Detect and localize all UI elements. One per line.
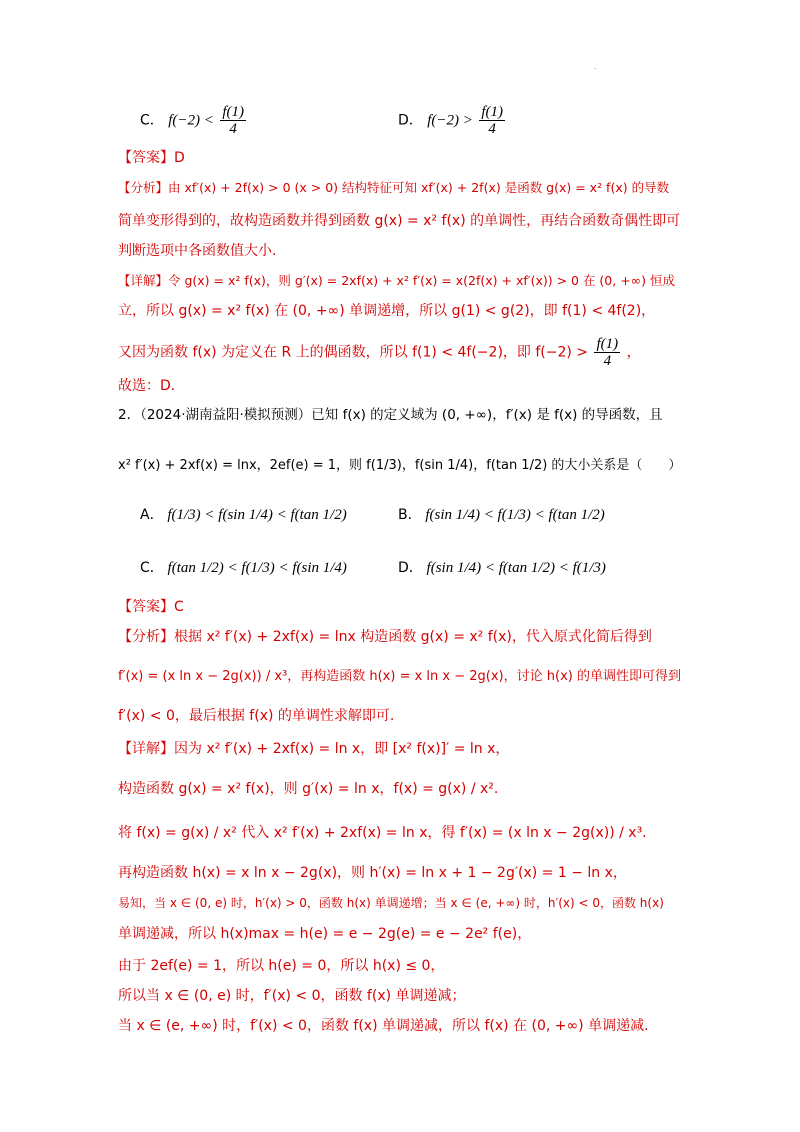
q2-detail-line-7: 由于 2ef(e) = 1，所以 h(e) = 0，所以 h(x) ≤ 0， bbox=[118, 958, 445, 974]
q1-option-d-den: 4 bbox=[488, 121, 496, 137]
q2-detail-line-9: 当 x ∈ (e, +∞) 时，f′(x) < 0，函数 f(x) 单调递减，所以 f(x) 在 (0, +∞) 单调递减. bbox=[118, 1018, 649, 1034]
q1-option-c bbox=[140, 104, 248, 137]
q2-option-d bbox=[398, 557, 606, 577]
q1-detail-line-3 bbox=[118, 336, 682, 369]
q2-option-a-label: A． bbox=[140, 507, 164, 523]
q2-detail-line-4: 再构造函数 h(x) = x ln x − 2g(x)，则 h′(x) = ln x + 1 − 2g′(x) = 1 − ln x， bbox=[118, 865, 627, 881]
q2-detail-line-3: 将 f(x) = g(x) / x² 代入 x² f′(x) + 2xf(x) = ln x，得 f′(x) = (x ln x − 2g(x)) / x³. bbox=[118, 825, 647, 841]
q1-analysis-line-3: 判断选项中各函数值大小. bbox=[118, 243, 277, 259]
q2-analysis-line-3: f′(x) < 0，最后根据 f(x) 的单调性求解即可. bbox=[118, 708, 395, 724]
q2-analysis-line-2: f′(x) = (x ln x − 2g(x)) / x³，再构造函数 h(x) = x ln x − 2g(x)，讨论 h(x) 的单调性即可得到 bbox=[118, 669, 681, 684]
q1-option-c-label: C． bbox=[140, 112, 164, 129]
q2-option-b-text: f(sin 1/4) < f(1/3) < f(tan 1/2) bbox=[425, 507, 605, 523]
q1-detail-line-2: 立，所以 g(x) = x² f(x) 在 (0, +∞) 单调递增，所以 g(1) < g(2)，即 f(1) < 4f(2)， bbox=[118, 303, 656, 319]
q1-option-c-den: 4 bbox=[229, 121, 237, 137]
q1-analysis-line-1: 【分析】由 xf′(x) + 2f(x) > 0 (x > 0) 结构特征可知 xf′(x) + 2f(x) 是函数 g(x) = x² f(x) 的导数 bbox=[118, 180, 670, 195]
q2-detail-line-8: 所以当 x ∈ (0, e) 时，f′(x) < 0，函数 f(x) 单调递减； bbox=[118, 988, 466, 1004]
q2-detail-line-5: 易知，当 x ∈ (0, e) 时，h′(x) > 0，函数 h(x) 单调递增；当 x ∈ (e, +∞) 时，h′(x) < 0，函数 h(x) bbox=[118, 896, 664, 910]
q2-option-b bbox=[398, 504, 605, 524]
q1-analysis-line-2: 简单变形得到的，故构造函数并得到函数 g(x) = x² f(x) 的单调性，再结合函数奇偶性即可 bbox=[118, 213, 681, 229]
q1-option-d-fraction bbox=[479, 104, 505, 137]
q2-stem-line-1: 2．（2024·湖南益阳·模拟预测）已知 f(x) 的定义域为 (0, +∞)，f′(x) 是 f(x) 的导函数，且 bbox=[118, 407, 663, 423]
q1-detail-line-1: 【详解】令 g(x) = x² f(x)，则 g′(x) = 2xf(x) + x² f′(x) = x(2f(x) + xf′(x)) > 0 在 (0, +∞) 恒成 bbox=[118, 273, 675, 288]
q2-option-c-text: f(tan 1/2) < f(1/3) < f(sin 1/4) bbox=[167, 560, 347, 576]
q1-detail-num: f(1) bbox=[596, 336, 619, 352]
q1-option-c-fraction bbox=[220, 104, 246, 137]
q2-option-c bbox=[140, 557, 347, 577]
q1-option-d bbox=[398, 104, 507, 137]
q2-option-d-text: f(sin 1/4) < f(tan 1/2) < f(1/3) bbox=[426, 560, 606, 576]
q2-detail-line-1: 【详解】因为 x² f′(x) + 2xf(x) = ln x，即 [x² f(x)]′ = ln x， bbox=[118, 741, 510, 757]
q1-answer: 【答案】D bbox=[118, 150, 185, 166]
q2-option-a-text: f(1/3) < f(sin 1/4) < f(tan 1/2) bbox=[167, 507, 347, 523]
q1-option-d-num: f(1) bbox=[481, 104, 504, 120]
q1-option-d-label: D． bbox=[398, 112, 423, 129]
q2-option-b-label: B． bbox=[398, 507, 422, 523]
q1-detail-line-3-end: ， bbox=[626, 344, 641, 361]
q2-analysis-line-1: 【分析】根据 x² f′(x) + 2xf(x) = lnx 构造函数 g(x) = x² f(x)，代入原式化简后得到 bbox=[118, 629, 652, 645]
q2-option-d-label: D． bbox=[398, 560, 423, 576]
q1-option-c-num: f(1) bbox=[222, 104, 245, 120]
q2-option-a bbox=[140, 504, 347, 524]
q1-option-c-lhs: f(−2) < bbox=[168, 112, 214, 129]
q2-detail-line-2: 构造函数 g(x) = x² f(x)，则 g′(x) = ln x，f(x) = g(x) / x². bbox=[118, 781, 499, 797]
header-mark: . bbox=[594, 62, 597, 71]
q2-stem-line-2: x² f′(x) + 2xf(x) = lnx，2ef(e) = 1，则 f(1/3)，f(sin 1/4)，f(tan 1/2) 的大小关系是（ ） bbox=[118, 458, 682, 473]
q1-detail-fraction bbox=[594, 336, 620, 369]
q2-answer: 【答案】C bbox=[118, 599, 184, 615]
q1-detail-line-3-text: 又因为函数 f(x) 为定义在 R 上的偶函数，所以 f(1) < 4f(−2)，即 f(−2) > bbox=[118, 344, 589, 361]
q2-detail-line-6: 单调递减，所以 h(x)max = h(e) = e − 2g(e) = e − 2e² f(e)， bbox=[118, 926, 532, 942]
q2-option-c-label: C． bbox=[140, 560, 164, 576]
q1-detail-den: 4 bbox=[603, 353, 612, 369]
q1-conclusion: 故选：D. bbox=[118, 378, 176, 394]
q1-option-d-lhs: f(−2) > bbox=[427, 112, 473, 129]
